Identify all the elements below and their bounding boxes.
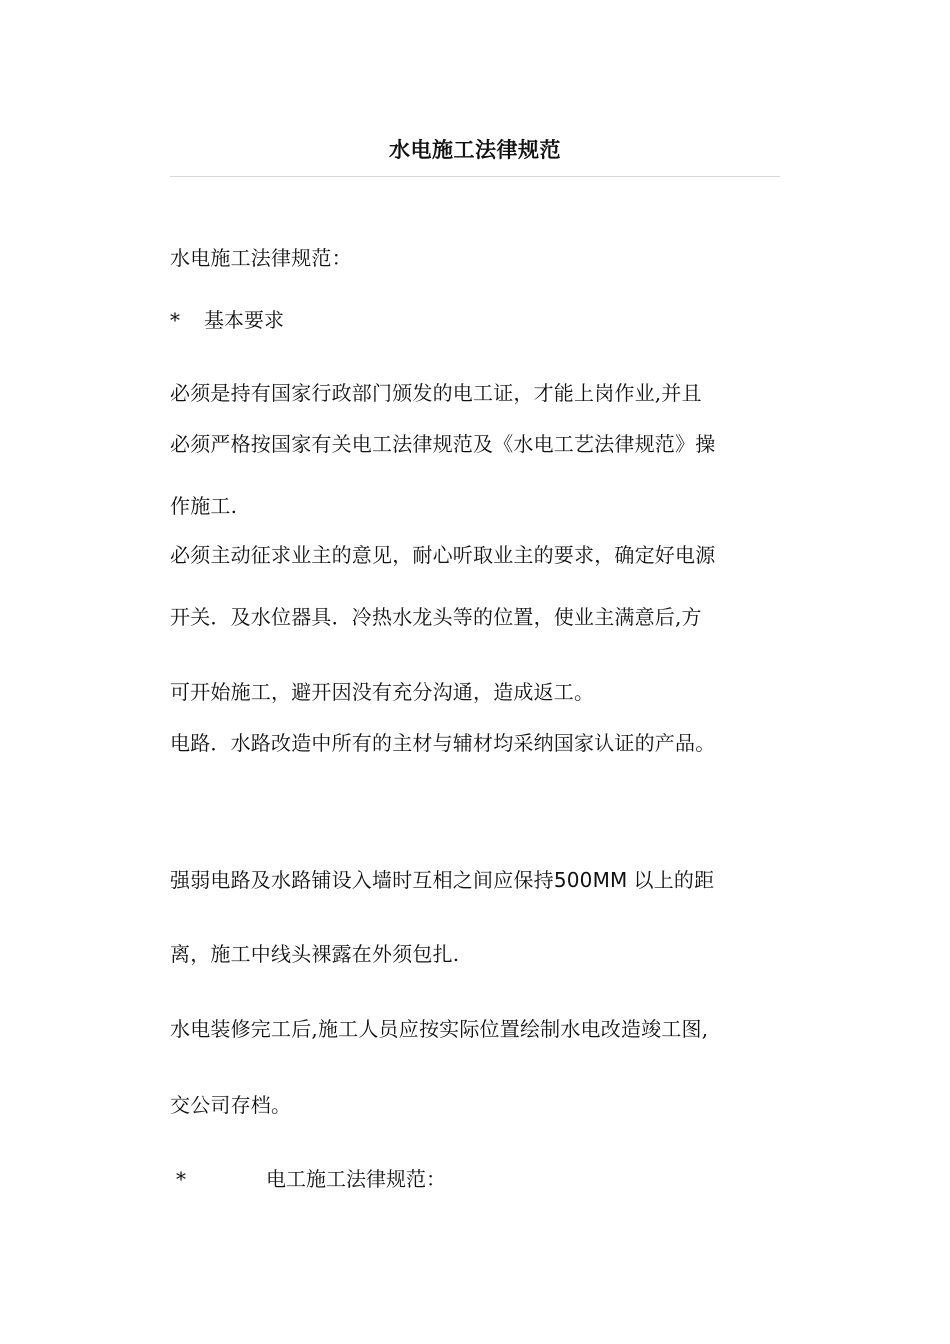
- paragraph-line: 离，施工中线头裸露在外须包扎.: [170, 942, 460, 966]
- paragraph-line: 可开始施工，避开因没有充分沟通，造成返工。: [170, 680, 595, 704]
- paragraph-line: 作施工.: [170, 494, 238, 518]
- section-heading-electrical: [170, 1167, 446, 1191]
- line-text-after: 以上的距: [633, 868, 715, 892]
- paragraph-line: 交公司存档。: [170, 1093, 292, 1117]
- paragraph-line: [170, 868, 714, 892]
- paragraph-line: 水电装修完工后,施工人员应按实际位置绘制水电改造竣工图,: [170, 1017, 709, 1041]
- bullet-star: *: [170, 308, 180, 332]
- paragraph-line: 必须主动征求业主的意见，耐心听取业主的要求，确定好电源: [170, 543, 716, 567]
- bullet-star: *: [176, 1167, 186, 1191]
- distance-value: 500MM: [553, 868, 628, 892]
- intro-text: 水电施工法律规范：: [170, 246, 352, 270]
- paragraph-line: 开关．及水位器具．冷热水龙头等的位置，使业主满意后,方: [170, 605, 702, 629]
- section-heading-label: 电工施工法律规范：: [266, 1167, 446, 1191]
- document-title: 水电施工法律规范: [389, 137, 561, 162]
- section-heading-label: 基本要求: [204, 308, 284, 332]
- title-divider: [170, 176, 780, 177]
- paragraph-line: 电路．水路改造中所有的主材与辅材均采纳国家认证的产品。: [170, 731, 716, 755]
- paragraph-line: 必须严格按国家有关电工法律规范及《水电工艺法律规范》操: [170, 432, 716, 456]
- paragraph-line: 必须是持有国家行政部门颁发的电工证，才能上岗作业,并且: [170, 381, 702, 405]
- line-text-before: 强弱电路及水路铺设入墙时互相之间应保持: [170, 868, 554, 892]
- section-heading-basic: [170, 308, 284, 332]
